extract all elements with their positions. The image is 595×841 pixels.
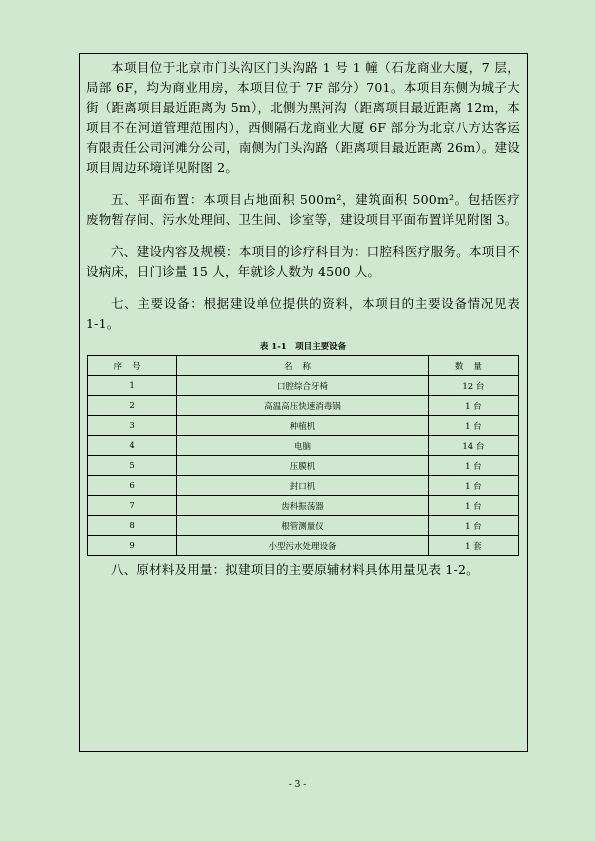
equipment-paragraph: 七、主要设备：根据建设单位提供的资料，本项目的主要设备情况见表 1-1。 (86, 296, 520, 331)
location-paragraph: 本项目位于北京市门头沟区门头沟路 1 号 1 幢（石龙商业大厦，7 层，局部 6F，均为商业用房，本项目位于 7F 部分）701。本项目东侧为城子大街（距离项目最近距离为 5m），北侧为黑河沟（距离项目最近距离 12m，本项目不在河道管理范围内），西侧隔石龙商业大厦 6F 部分为北京八方达客运有限责任公司河滩分公司，南侧为门头沟路（距离项目最近距离 26m）。建设项目周边环境详见附图 2。 (86, 60, 520, 175)
document-body (86, 58, 520, 592)
cell-quantity: 1 套 (428, 536, 518, 556)
cell-quantity: 1 台 (428, 496, 518, 516)
table-caption: 表 1-1 项目主要设备 (259, 342, 347, 352)
cell-quantity: 1 台 (428, 476, 518, 496)
table-row (88, 496, 519, 516)
cell-index: 2 (88, 396, 177, 416)
cell-name: 小型污水处理设备 (177, 536, 429, 556)
cell-quantity: 14 台 (428, 436, 518, 456)
table-body (88, 376, 519, 556)
cell-index: 3 (88, 416, 177, 436)
table-header-row (88, 356, 519, 376)
header-name: 名称 (177, 356, 429, 376)
cell-name: 种植机 (177, 416, 429, 436)
header-quantity: 数量 (428, 356, 518, 376)
cell-quantity: 1 台 (428, 456, 518, 476)
cell-name: 齿科振荡器 (177, 496, 429, 516)
cell-quantity: 1 台 (428, 516, 518, 536)
cell-quantity: 1 台 (428, 396, 518, 416)
equipment-table (87, 355, 519, 556)
scale-paragraph: 六、建设内容及规模：本项目的诊疗科目为：口腔科医疗服务。本项目不设病床，日门诊量 15 人，年就诊人数为 4500 人。 (86, 244, 520, 279)
table-row (88, 376, 519, 396)
cell-index: 5 (88, 456, 177, 476)
cell-index: 4 (88, 436, 177, 456)
cell-quantity: 12 台 (428, 376, 518, 396)
table-row (88, 396, 519, 416)
cell-name: 口腔综合牙椅 (177, 376, 429, 396)
cell-index: 7 (88, 496, 177, 516)
cell-index: 1 (88, 376, 177, 396)
cell-name: 高温高压快速消毒锅 (177, 396, 429, 416)
cell-index: 6 (88, 476, 177, 496)
table-row (88, 516, 519, 536)
materials-paragraph: 八、原材料及用量：拟建项目的主要原辅材料具体用量见表 1-2。 (111, 562, 479, 577)
header-index: 序号 (88, 356, 177, 376)
cell-name: 压膜机 (177, 456, 429, 476)
table-row (88, 416, 519, 436)
cell-index: 9 (88, 536, 177, 556)
cell-name: 根管测量仪 (177, 516, 429, 536)
layout-paragraph: 五、平面布置：本项目占地面积 500m²，建筑面积 500m²。包括医疗废物暂存间、污水处理间、卫生间、诊室等，建设项目平面布置详见附图 3。 (86, 192, 520, 227)
page-number: - 3 - (288, 780, 307, 790)
cell-quantity: 1 台 (428, 416, 518, 436)
cell-name: 封口机 (177, 476, 429, 496)
table-row (88, 536, 519, 556)
table-row (88, 476, 519, 496)
table-row (88, 456, 519, 476)
cell-name: 电脑 (177, 436, 429, 456)
cell-index: 8 (88, 516, 177, 536)
table-row (88, 436, 519, 456)
